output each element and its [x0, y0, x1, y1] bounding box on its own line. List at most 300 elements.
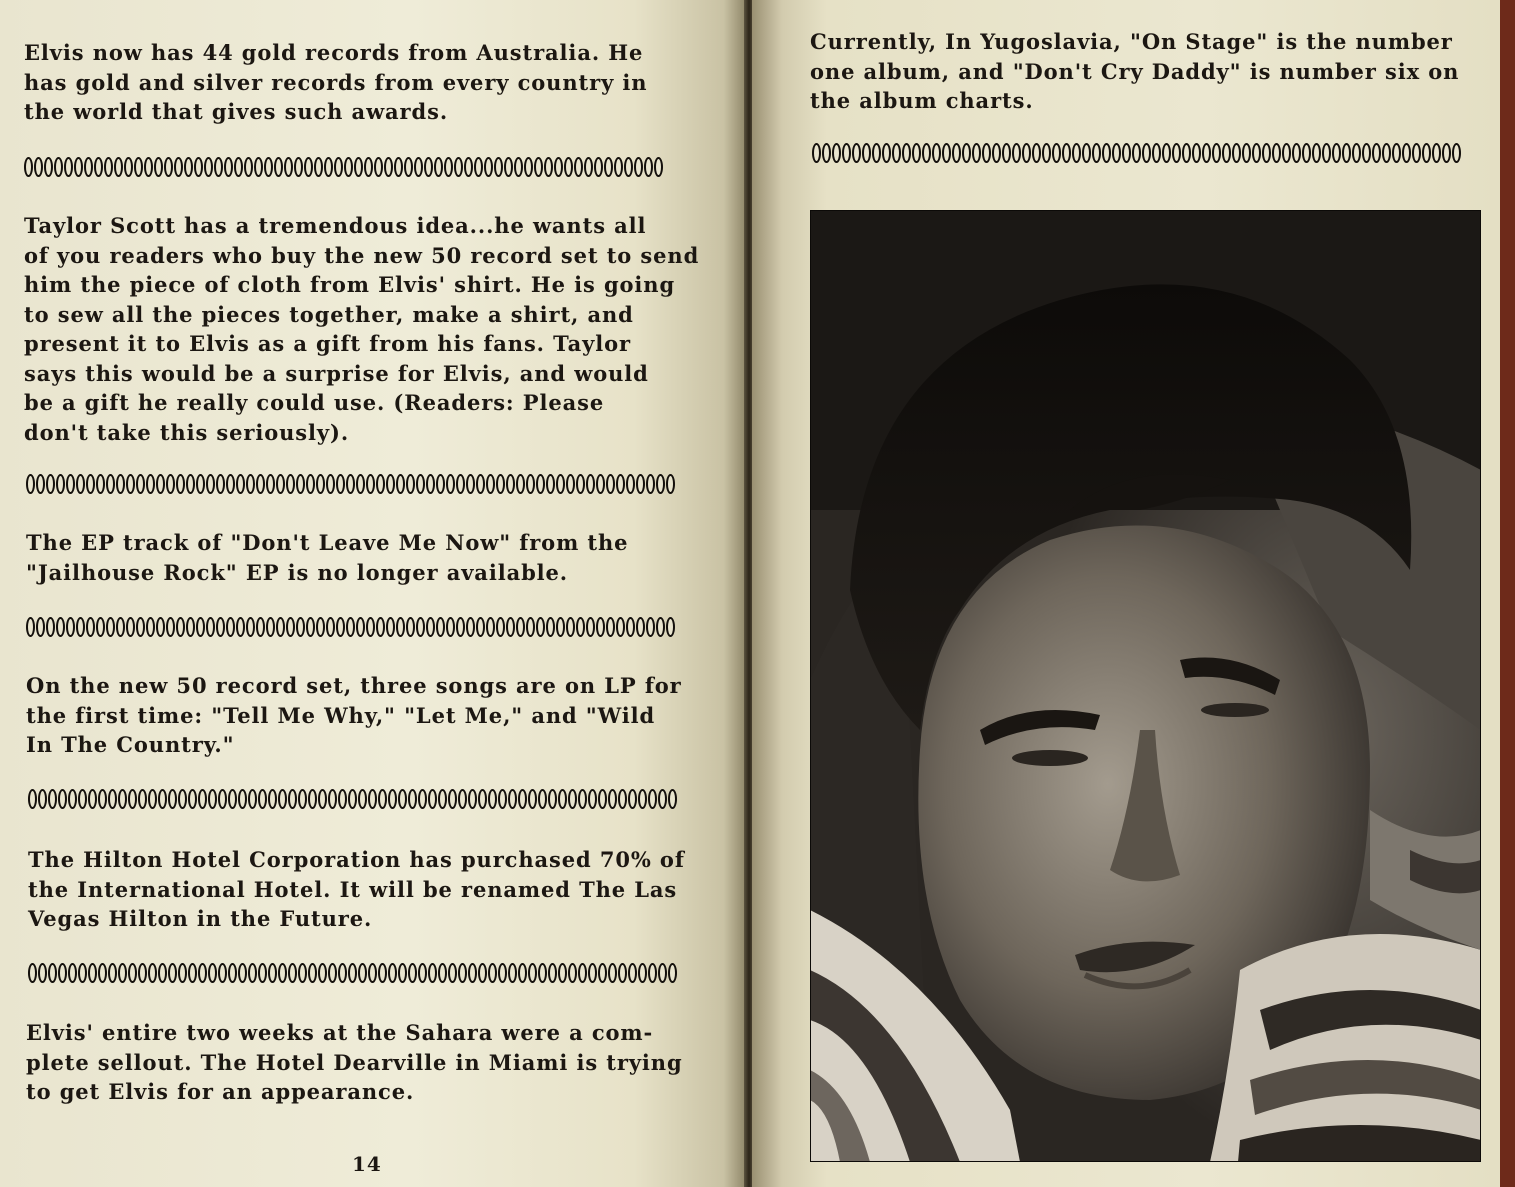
ornament-link — [194, 157, 203, 177]
ornament-link — [1242, 143, 1251, 163]
ornament-link — [426, 474, 435, 494]
ornament-link — [474, 157, 483, 177]
ornament-link — [228, 789, 237, 809]
ornament-link — [48, 789, 57, 809]
ornament-link — [536, 474, 545, 494]
ornament-link — [1122, 143, 1131, 163]
ornament-link — [154, 157, 163, 177]
ornament-link — [386, 617, 395, 637]
ornament-link — [488, 963, 497, 983]
ornament-link — [366, 474, 375, 494]
ornament-link — [306, 474, 315, 494]
text-line: Taylor Scott has a tremendous idea...he wants all — [24, 213, 647, 238]
ornament-link — [566, 474, 575, 494]
ornament-link — [872, 143, 881, 163]
ornament-link — [128, 789, 137, 809]
ornament-link — [1392, 143, 1401, 163]
ornament-link — [128, 963, 137, 983]
ornament-link — [1222, 143, 1231, 163]
ornament-link — [118, 789, 127, 809]
ornament-link — [346, 474, 355, 494]
ornament-link — [942, 143, 951, 163]
text-line: the International Hotel. It will be renamed The Las — [28, 876, 678, 902]
ornament-link — [138, 963, 147, 983]
ornament-link — [586, 617, 595, 637]
ornament-link — [668, 789, 677, 809]
ornament-link — [74, 157, 83, 177]
ornament-link — [1082, 143, 1091, 163]
ornament-link — [136, 617, 145, 637]
ornament-link — [446, 617, 455, 637]
ornament-link — [648, 963, 657, 983]
ornament-link — [176, 617, 185, 637]
ornament-link — [658, 789, 667, 809]
ornament-link — [456, 617, 465, 637]
ornament-link — [304, 157, 313, 177]
ornament-link — [1042, 143, 1051, 163]
ornament-link — [658, 963, 667, 983]
ornament-link — [98, 963, 107, 983]
ornament-link — [198, 963, 207, 983]
ornament-link — [156, 474, 165, 494]
ornament-link — [104, 157, 113, 177]
ornament-link — [426, 617, 435, 637]
ornament-link — [1002, 143, 1011, 163]
ornament-link — [648, 789, 657, 809]
ornament-link — [468, 789, 477, 809]
ornament-link — [394, 157, 403, 177]
ornament-link — [388, 963, 397, 983]
ornament-link — [604, 157, 613, 177]
ornament-link — [534, 157, 543, 177]
ornament-link — [36, 474, 45, 494]
ornament-link — [226, 474, 235, 494]
ornament-link — [108, 789, 117, 809]
ornament-link — [158, 963, 167, 983]
ornament-link — [458, 789, 467, 809]
ornament-link — [478, 789, 487, 809]
book-cover-edge — [1500, 0, 1515, 1187]
ornament-link — [76, 474, 85, 494]
ornament-link — [46, 617, 55, 637]
ornament-link — [812, 143, 821, 163]
ornament-link — [296, 474, 305, 494]
ornament-link — [466, 474, 475, 494]
ornament-link — [296, 617, 305, 637]
ornament-link — [66, 617, 75, 637]
ornament-link — [1362, 143, 1371, 163]
ornament-link — [586, 474, 595, 494]
ornament-link — [616, 474, 625, 494]
ornament-link — [358, 789, 367, 809]
ornament-link — [348, 789, 357, 809]
ornament-link — [408, 963, 417, 983]
ornament-link — [146, 617, 155, 637]
paragraph-gold-records — [24, 38, 647, 127]
ornament-link — [428, 789, 437, 809]
ornament-link — [666, 474, 675, 494]
text-line: On the new 50 record set, three songs are on LP for — [26, 673, 682, 698]
ornament-link — [1062, 143, 1071, 163]
ornament-link — [326, 617, 335, 637]
ornament-link — [822, 143, 831, 163]
ornament-link — [526, 617, 535, 637]
ornament-link — [1102, 143, 1111, 163]
text-line: present it to Elvis as a gift from his fans. Taylor — [24, 331, 631, 356]
ornament-link — [566, 617, 575, 637]
ornament-link — [308, 963, 317, 983]
ornament-link — [448, 963, 457, 983]
text-line: In The Country." — [26, 732, 235, 757]
ornament-link — [398, 963, 407, 983]
ornament-link — [256, 474, 265, 494]
ornament-link — [636, 474, 645, 494]
ornament-link — [338, 789, 347, 809]
text-line: has gold and silver records from every country in — [24, 69, 648, 95]
ornament-link — [246, 474, 255, 494]
ornament-link — [388, 789, 397, 809]
ornament-link — [158, 789, 167, 809]
ornament-link — [78, 789, 87, 809]
ornament-link — [286, 617, 295, 637]
ornament-link — [576, 617, 585, 637]
ornament-link — [124, 157, 133, 177]
ornament-link — [1202, 143, 1211, 163]
text-line: Elvis now has 44 gold records from Australia. He — [24, 40, 644, 65]
ornament-link — [626, 617, 635, 637]
ornament-link — [248, 963, 257, 983]
ornament-link — [616, 617, 625, 637]
ornament-link — [1432, 143, 1441, 163]
ornament-link — [456, 474, 465, 494]
ornament-link — [58, 963, 67, 983]
ornament-link — [982, 143, 991, 163]
ornament-link — [398, 789, 407, 809]
ornament-link — [506, 617, 515, 637]
ornament-link — [922, 143, 931, 163]
ornament-link — [628, 963, 637, 983]
ornament-link — [24, 157, 33, 177]
ornament-link — [882, 143, 891, 163]
text-line: says this would be a surprise for Elvis, and would — [24, 360, 649, 386]
ornament-link — [902, 143, 911, 163]
ornament-link — [368, 963, 377, 983]
ornamental-divider — [28, 962, 682, 984]
ornament-link — [598, 963, 607, 983]
ornament-link — [516, 617, 525, 637]
ornament-link — [246, 617, 255, 637]
text-line: Vegas Hilton in the Future. — [28, 906, 373, 931]
text-line: one album, and "Don't Cry Daddy" is number six on — [810, 58, 1460, 84]
text-line: the world that gives such awards. — [24, 99, 449, 124]
ornament-link — [136, 474, 145, 494]
ornament-link — [654, 157, 663, 177]
ornament-link — [548, 963, 557, 983]
ornament-link — [216, 617, 225, 637]
ornament-link — [466, 617, 475, 637]
text-line: be a gift he really could use. (Readers: Please — [24, 390, 605, 415]
ornament-link — [666, 617, 675, 637]
paragraph-taylor-scott — [24, 211, 699, 447]
ornament-link — [646, 617, 655, 637]
ornament-link — [406, 617, 415, 637]
ornament-link — [356, 617, 365, 637]
ornament-link — [338, 963, 347, 983]
ornament-link — [548, 789, 557, 809]
ornament-link — [188, 789, 197, 809]
ornament-link — [418, 963, 427, 983]
ornament-link — [1352, 143, 1361, 163]
ornament-link — [668, 963, 677, 983]
ornament-link — [46, 474, 55, 494]
ornament-link — [1312, 143, 1321, 163]
ornament-link — [144, 157, 153, 177]
ornament-link — [28, 963, 37, 983]
ornament-link — [126, 617, 135, 637]
ornament-link — [266, 474, 275, 494]
ornament-link — [498, 789, 507, 809]
ornament-link — [186, 474, 195, 494]
ornament-link — [276, 617, 285, 637]
ornament-link — [478, 963, 487, 983]
ornament-link — [374, 157, 383, 177]
ornament-link — [294, 157, 303, 177]
ornament-link — [178, 789, 187, 809]
ornament-link — [638, 789, 647, 809]
paragraph-hilton — [28, 845, 685, 934]
ornament-link — [146, 474, 155, 494]
ornament-link — [618, 963, 627, 983]
ornament-link — [216, 474, 225, 494]
ornament-link — [1162, 143, 1171, 163]
ornament-link — [1012, 143, 1021, 163]
ornament-link — [278, 963, 287, 983]
ornament-link — [578, 789, 587, 809]
ornament-link — [448, 789, 457, 809]
ornament-link — [166, 617, 175, 637]
ornament-link — [114, 157, 123, 177]
ornament-link — [1232, 143, 1241, 163]
ornament-link — [584, 157, 593, 177]
ornament-link — [378, 963, 387, 983]
ornament-link — [264, 157, 273, 177]
ornament-link — [164, 157, 173, 177]
ornament-link — [506, 474, 515, 494]
ornament-link — [78, 963, 87, 983]
ornament-link — [238, 789, 247, 809]
paragraph-yugoslavia — [810, 27, 1459, 116]
text-line: to sew all the pieces together, make a shirt, and — [24, 301, 634, 327]
ornament-link — [1182, 143, 1191, 163]
ornament-link — [404, 157, 413, 177]
ornament-link — [576, 474, 585, 494]
ornament-link — [208, 963, 217, 983]
ornament-link — [1092, 143, 1101, 163]
ornament-link — [148, 963, 157, 983]
ornament-link — [106, 474, 115, 494]
ornament-link — [226, 617, 235, 637]
ornament-link — [228, 963, 237, 983]
ornament-link — [278, 789, 287, 809]
ornament-link — [256, 617, 265, 637]
ornament-link — [88, 963, 97, 983]
ornament-link — [588, 963, 597, 983]
ornament-link — [198, 789, 207, 809]
ornament-link — [344, 157, 353, 177]
ornament-link — [288, 789, 297, 809]
ornament-link — [56, 474, 65, 494]
ornament-link — [606, 617, 615, 637]
ornament-link — [972, 143, 981, 163]
ornament-link — [634, 157, 643, 177]
ornament-link — [1302, 143, 1311, 163]
ornament-link — [1402, 143, 1411, 163]
ornament-link — [912, 143, 921, 163]
ornament-link — [316, 617, 325, 637]
ornament-link — [336, 474, 345, 494]
ornament-link — [348, 963, 357, 983]
ornament-link — [484, 157, 493, 177]
ornament-link — [328, 789, 337, 809]
right-page — [752, 0, 1500, 1187]
ornament-link — [556, 617, 565, 637]
ornament-link — [644, 157, 653, 177]
ornament-link — [458, 963, 467, 983]
ornament-link — [244, 157, 253, 177]
ornament-link — [88, 789, 97, 809]
ornament-link — [266, 617, 275, 637]
ornament-link — [86, 474, 95, 494]
ornament-link — [852, 143, 861, 163]
ornament-link — [284, 157, 293, 177]
ornament-link — [76, 617, 85, 637]
ornament-link — [952, 143, 961, 163]
ornament-link — [396, 474, 405, 494]
ornament-link — [1342, 143, 1351, 163]
text-line: the first time: "Tell Me Why," "Let Me," and "Wild — [26, 702, 656, 728]
ornament-link — [568, 789, 577, 809]
left-page — [0, 0, 746, 1187]
ornament-link — [488, 789, 497, 809]
ornament-link — [508, 963, 517, 983]
ornament-link — [238, 963, 247, 983]
ornament-link — [476, 617, 485, 637]
ornamental-divider — [28, 788, 682, 810]
ornament-link — [544, 157, 553, 177]
ornament-link — [446, 474, 455, 494]
ornament-link — [28, 789, 37, 809]
ornament-link — [68, 963, 77, 983]
ornament-link — [356, 474, 365, 494]
ornament-link — [624, 157, 633, 177]
ornament-link — [558, 963, 567, 983]
ornament-link — [336, 617, 345, 637]
ornament-link — [636, 617, 645, 637]
ornament-link — [318, 963, 327, 983]
ornament-link — [538, 789, 547, 809]
ornament-link — [1022, 143, 1031, 163]
ornament-link — [418, 789, 427, 809]
ornament-link — [486, 617, 495, 637]
ornament-link — [166, 474, 175, 494]
ornament-link — [86, 617, 95, 637]
text-line: The Hilton Hotel Corporation has purchased 70% of — [28, 847, 685, 872]
ornament-link — [1112, 143, 1121, 163]
ornament-link — [962, 143, 971, 163]
ornament-link — [134, 157, 143, 177]
ornament-link — [298, 963, 307, 983]
ornament-link — [96, 617, 105, 637]
ornament-link — [268, 963, 277, 983]
ornament-link — [606, 474, 615, 494]
portrait-illustration — [810, 210, 1481, 1162]
ornament-link — [118, 963, 127, 983]
ornament-link — [1452, 143, 1461, 163]
ornament-link — [148, 789, 157, 809]
ornament-link — [168, 789, 177, 809]
ornament-link — [286, 474, 295, 494]
page-number: 14 — [352, 1152, 382, 1176]
ornament-link — [108, 963, 117, 983]
ornament-link — [656, 474, 665, 494]
ornament-link — [58, 789, 67, 809]
ornament-link — [516, 474, 525, 494]
ornament-link — [126, 474, 135, 494]
ornament-link — [1152, 143, 1161, 163]
ornament-link — [594, 157, 603, 177]
ornament-link — [528, 963, 537, 983]
ornament-link — [406, 474, 415, 494]
ornament-link — [184, 157, 193, 177]
text-line: The EP track of "Don't Leave Me Now" from the — [26, 530, 629, 555]
ornament-link — [892, 143, 901, 163]
ornament-link — [116, 617, 125, 637]
ornament-link — [444, 157, 453, 177]
ornament-link — [106, 617, 115, 637]
ornamental-divider — [26, 473, 680, 495]
ornament-link — [424, 157, 433, 177]
ornament-link — [508, 789, 517, 809]
ornament-link — [486, 474, 495, 494]
ornament-link — [436, 617, 445, 637]
ornament-link — [416, 474, 425, 494]
ornament-link — [1142, 143, 1151, 163]
ornament-link — [1372, 143, 1381, 163]
ornament-link — [528, 789, 537, 809]
ornament-link — [218, 789, 227, 809]
ornament-link — [206, 617, 215, 637]
ornament-link — [196, 617, 205, 637]
ornament-link — [596, 474, 605, 494]
ornament-link — [268, 789, 277, 809]
ornament-link — [1282, 143, 1291, 163]
ornament-link — [568, 963, 577, 983]
ornament-link — [298, 789, 307, 809]
ornament-link — [196, 474, 205, 494]
ornament-link — [176, 474, 185, 494]
ornament-link — [558, 789, 567, 809]
ornament-link — [326, 474, 335, 494]
text-line: plete sellout. The Hotel Dearville in Miami is trying — [26, 1049, 683, 1075]
ornament-link — [38, 963, 47, 983]
ornament-link — [494, 157, 503, 177]
ornament-link — [94, 157, 103, 177]
ornament-link — [1442, 143, 1451, 163]
ornament-link — [526, 474, 535, 494]
ornament-link — [204, 157, 213, 177]
ornament-link — [358, 963, 367, 983]
ornament-link — [1072, 143, 1081, 163]
